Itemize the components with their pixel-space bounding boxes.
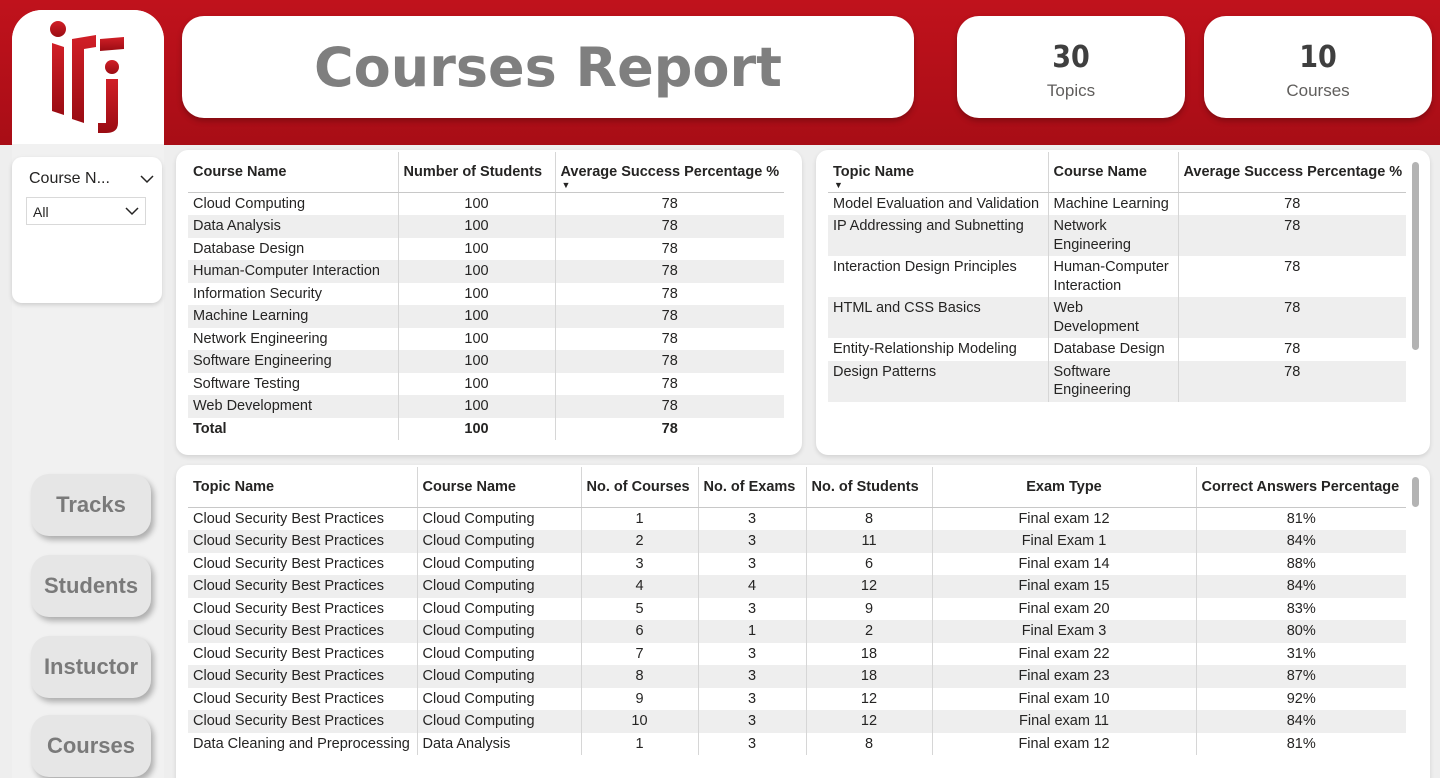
table-cell: 6 xyxy=(806,553,932,576)
table-cell: 100 xyxy=(398,328,555,351)
table-row[interactable] xyxy=(828,297,1406,338)
table-cell: Cloud Computing xyxy=(417,710,581,733)
total-cell: Total xyxy=(193,420,227,437)
table-row[interactable] xyxy=(828,192,1406,215)
table-cell: 88% xyxy=(1196,553,1406,576)
table-cell: 78 xyxy=(1178,338,1406,361)
column-header[interactable]: Average Success Percentage % xyxy=(1178,152,1406,192)
table-cell: 84% xyxy=(1196,575,1406,598)
table-row[interactable] xyxy=(188,733,1406,756)
table-cell: Final exam 20 xyxy=(932,598,1196,621)
table-cell: 10 xyxy=(581,710,698,733)
column-header[interactable]: Course Name xyxy=(417,467,581,507)
table-cell: 78 xyxy=(555,305,784,328)
slicer-title: Course N... xyxy=(29,170,110,187)
column-header[interactable]: No. of Students xyxy=(806,467,932,507)
table-cell: Entity-Relationship Modeling xyxy=(833,341,1017,357)
kpi-topics-value: 30 xyxy=(1052,40,1090,75)
table-cell: Cloud Security Best Practices xyxy=(193,555,384,572)
table-cell: Model Evaluation and Validation xyxy=(833,195,1040,212)
column-header-label: Average Success Percentage % xyxy=(560,163,780,180)
topics-table-body xyxy=(828,192,1406,402)
table-cell: Cloud Computing xyxy=(417,620,581,643)
table-cell: 81% xyxy=(1196,733,1406,756)
topics-table-panel xyxy=(816,150,1430,455)
table-cell: 100 xyxy=(398,373,555,396)
table-cell: 78 xyxy=(1178,297,1406,338)
table-cell: Final exam 12 xyxy=(932,733,1196,756)
table-cell: 2 xyxy=(806,620,932,643)
courses-nav-button[interactable]: Courses xyxy=(31,715,151,777)
table-row[interactable] xyxy=(188,328,784,351)
sort-descending-icon: ▼ xyxy=(834,179,843,190)
table-cell: 78 xyxy=(555,395,784,418)
table-cell: Software Engineering xyxy=(188,350,398,373)
page-title: Courses Report xyxy=(314,35,782,99)
table-cell: 3 xyxy=(698,598,806,621)
table-cell: Human-Computer Interaction xyxy=(188,260,398,283)
slicer-dropdown[interactable] xyxy=(26,197,146,225)
table-cell: Network Engineering xyxy=(1048,215,1178,256)
table-cell: 100 xyxy=(398,395,555,418)
column-header[interactable]: Exam Type xyxy=(932,467,1196,507)
table-cell: 78 xyxy=(555,260,784,283)
table-row[interactable] xyxy=(188,688,1406,711)
table-cell: Final exam 12 xyxy=(932,507,1196,530)
table-cell: Cloud Security Best Practices xyxy=(188,710,417,733)
table-row[interactable] xyxy=(188,553,1406,576)
table-cell: 100 xyxy=(398,305,555,328)
vertical-scrollbar[interactable] xyxy=(1412,162,1419,350)
table-cell: 100 xyxy=(398,215,555,238)
total-cell: 100 xyxy=(398,418,555,441)
table-row[interactable] xyxy=(188,192,784,215)
column-header[interactable]: No. of Courses xyxy=(581,467,698,507)
exams-table xyxy=(188,467,1406,755)
iti-logo-icon xyxy=(48,19,128,135)
table-cell: Machine Learning xyxy=(1048,192,1178,215)
kpi-courses-value: 10 xyxy=(1299,40,1337,75)
table-cell: 2 xyxy=(581,530,698,553)
table-cell: Final exam 23 xyxy=(932,665,1196,688)
table-cell: 100 xyxy=(398,283,555,306)
total-cell: 78 xyxy=(555,418,784,441)
table-cell: 3 xyxy=(698,688,806,711)
table-cell: Final exam 10 xyxy=(932,688,1196,711)
table-cell: Final Exam 3 xyxy=(932,620,1196,643)
column-header[interactable]: Number of Students xyxy=(398,152,555,192)
table-cell: Design Patterns xyxy=(828,361,1048,402)
column-header[interactable]: No. of Exams xyxy=(698,467,806,507)
table-row[interactable] xyxy=(188,575,1406,598)
table-cell: Cloud Computing xyxy=(417,530,581,553)
table-cell: HTML and CSS Basics xyxy=(828,297,1048,338)
table-cell: Final exam 11 xyxy=(932,710,1196,733)
table-row[interactable] xyxy=(828,338,1406,361)
table-cell: 84% xyxy=(1196,710,1406,733)
table-cell: Software Engineering xyxy=(1048,361,1178,402)
table-cell: Human-Computer Interaction xyxy=(1048,256,1178,297)
table-row[interactable] xyxy=(188,710,1406,733)
column-header-label: Topic Name xyxy=(833,163,915,180)
table-cell: Cloud Security Best Practices xyxy=(193,600,384,617)
table-row[interactable] xyxy=(188,373,784,396)
table-cell: 100 xyxy=(398,350,555,373)
instructor-nav-button[interactable]: Instuctor xyxy=(31,636,151,698)
exams-table-body xyxy=(188,507,1406,755)
table-cell: 100 xyxy=(398,260,555,283)
table-row[interactable] xyxy=(828,361,1406,402)
column-header[interactable]: Topic Name xyxy=(188,467,417,507)
table-cell: Software Testing xyxy=(193,375,300,392)
table-cell: Cloud Computing xyxy=(417,643,581,666)
table-cell: 18 xyxy=(806,665,932,688)
table-cell: 9 xyxy=(581,688,698,711)
table-cell: Cloud Security Best Practices xyxy=(188,530,417,553)
topics-table xyxy=(828,152,1406,402)
chevron-down-icon[interactable] xyxy=(140,171,154,187)
table-cell: 1 xyxy=(698,620,806,643)
table-cell: 83% xyxy=(1196,598,1406,621)
table-row[interactable] xyxy=(188,530,1406,553)
table-cell: 5 xyxy=(581,598,698,621)
students-nav-button[interactable]: Students xyxy=(31,555,151,617)
table-cell: Database Design xyxy=(193,240,305,257)
table-cell: 78 xyxy=(1178,192,1406,215)
table-cell: 78 xyxy=(555,328,784,351)
table-cell: 100 xyxy=(398,192,555,215)
table-cell: 4 xyxy=(581,575,698,598)
table-cell: 78 xyxy=(1178,256,1406,297)
column-header[interactable]: Correct Answers Percentage xyxy=(1196,467,1406,507)
table-cell: Cloud Computing xyxy=(417,575,581,598)
kpi-card-topics xyxy=(957,16,1185,118)
table-cell: IP Addressing and Subnetting xyxy=(828,215,1048,256)
table-cell: Final exam 22 xyxy=(932,643,1196,666)
table-cell: 8 xyxy=(581,665,698,688)
table-cell: 18 xyxy=(806,643,932,666)
table-cell: Cloud Security Best Practices xyxy=(188,620,417,643)
table-cell: Database Design xyxy=(1048,338,1178,361)
table-cell: Cloud Computing xyxy=(193,195,306,212)
table-cell: 78 xyxy=(1178,215,1406,256)
table-row[interactable] xyxy=(188,395,784,418)
table-row[interactable] xyxy=(188,350,784,373)
table-cell: Cloud Computing xyxy=(417,507,581,530)
table-cell: 78 xyxy=(555,192,784,215)
table-cell: 87% xyxy=(1196,665,1406,688)
chevron-down-icon xyxy=(125,203,139,219)
table-cell: Web Development xyxy=(188,395,398,418)
exams-table-panel xyxy=(176,465,1430,778)
table-cell: 3 xyxy=(698,710,806,733)
table-row[interactable] xyxy=(188,598,1406,621)
kpi-card-courses xyxy=(1204,16,1432,118)
table-row[interactable] xyxy=(188,215,784,238)
table-cell: Data Analysis xyxy=(417,733,581,756)
table-cell: 31% xyxy=(1196,643,1406,666)
table-cell: 3 xyxy=(581,553,698,576)
vertical-scrollbar[interactable] xyxy=(1412,477,1419,507)
table-row[interactable] xyxy=(828,215,1406,256)
table-cell: Information Security xyxy=(193,285,322,302)
table-row[interactable] xyxy=(188,305,784,328)
table-cell: 12 xyxy=(806,710,932,733)
table-cell: Cloud Computing xyxy=(417,688,581,711)
table-row[interactable] xyxy=(188,238,784,261)
table-cell: 78 xyxy=(555,373,784,396)
table-cell: 1 xyxy=(581,733,698,756)
total-row xyxy=(188,418,784,441)
column-header[interactable]: Course Name xyxy=(188,152,398,192)
table-row[interactable] xyxy=(188,620,1406,643)
table-cell: Cloud Security Best Practices xyxy=(193,510,384,527)
course-name-slicer xyxy=(12,157,162,303)
table-row[interactable] xyxy=(188,507,1406,530)
table-cell: 7 xyxy=(581,643,698,666)
title-card xyxy=(182,16,914,118)
table-cell: Cloud Security Best Practices xyxy=(188,665,417,688)
table-cell: 12 xyxy=(806,688,932,711)
table-cell: Cloud Security Best Practices xyxy=(193,690,384,707)
table-cell: 6 xyxy=(581,620,698,643)
table-cell: Final Exam 1 xyxy=(932,530,1196,553)
table-cell: 3 xyxy=(698,665,806,688)
table-cell: 80% xyxy=(1196,620,1406,643)
courses-table xyxy=(188,152,784,440)
table-cell: 3 xyxy=(698,553,806,576)
courses-table-panel xyxy=(176,150,802,455)
table-cell: Cloud Security Best Practices xyxy=(188,575,417,598)
table-cell: 4 xyxy=(698,575,806,598)
table-row[interactable] xyxy=(188,643,1406,666)
table-cell: Final exam 14 xyxy=(932,553,1196,576)
table-cell: 3 xyxy=(698,507,806,530)
table-cell: 8 xyxy=(806,733,932,756)
table-cell: Data Cleaning and Preprocessing xyxy=(193,735,410,752)
table-cell: Data Analysis xyxy=(188,215,398,238)
table-cell: Cloud Computing xyxy=(417,553,581,576)
table-row[interactable] xyxy=(188,665,1406,688)
table-cell: Web Development xyxy=(1048,297,1178,338)
table-cell: Network Engineering xyxy=(193,330,328,347)
table-row[interactable] xyxy=(188,260,784,283)
table-row[interactable] xyxy=(828,256,1406,297)
table-cell: 3 xyxy=(698,733,806,756)
sort-descending-icon: ▼ xyxy=(561,179,571,190)
table-cell: 9 xyxy=(806,598,932,621)
table-cell: 78 xyxy=(555,238,784,261)
table-cell: 81% xyxy=(1196,507,1406,530)
table-cell: 84% xyxy=(1196,530,1406,553)
table-cell: 100 xyxy=(398,238,555,261)
table-cell: 3 xyxy=(698,643,806,666)
table-cell: 92% xyxy=(1196,688,1406,711)
slicer-selected-value: All xyxy=(33,204,49,220)
table-cell: 1 xyxy=(581,507,698,530)
table-cell: Final exam 15 xyxy=(932,575,1196,598)
column-header-sorted[interactable] xyxy=(555,152,784,192)
table-cell: 3 xyxy=(698,530,806,553)
table-cell: 11 xyxy=(806,530,932,553)
column-header[interactable]: Course Name xyxy=(1048,152,1178,192)
column-header-sorted[interactable] xyxy=(828,152,1048,192)
kpi-topics-label: Topics xyxy=(1046,81,1096,100)
table-cell: 78 xyxy=(555,350,784,373)
table-cell: 78 xyxy=(1178,361,1406,402)
table-row[interactable] xyxy=(188,283,784,306)
table-cell: Cloud Security Best Practices xyxy=(193,645,384,662)
tracks-nav-button[interactable]: Tracks xyxy=(31,474,151,536)
table-cell: 78 xyxy=(555,283,784,306)
table-cell: 8 xyxy=(806,507,932,530)
courses-table-body xyxy=(188,192,784,440)
kpi-courses-label: Courses xyxy=(1286,81,1350,100)
logo-card xyxy=(12,10,164,144)
table-cell: Machine Learning xyxy=(188,305,398,328)
table-cell: Interaction Design Principles xyxy=(833,259,1017,275)
table-cell: Cloud Computing xyxy=(417,665,581,688)
table-cell: Cloud Computing xyxy=(417,598,581,621)
table-cell: 12 xyxy=(806,575,932,598)
table-cell: 78 xyxy=(555,215,784,238)
